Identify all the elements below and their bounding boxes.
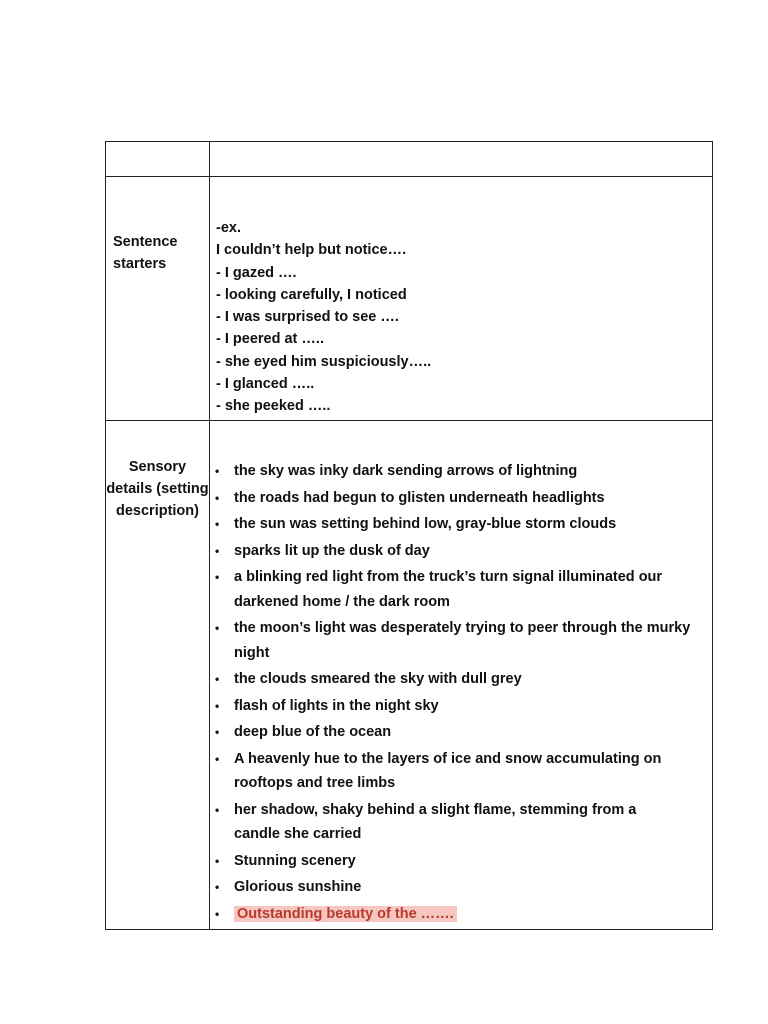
list-item-text: the clouds smeared the sky with dull grey — [234, 671, 522, 687]
bullet-icon: • — [215, 853, 220, 868]
empty-cell-right — [210, 142, 713, 177]
list-item-text: rooftops and tree limbs — [234, 775, 396, 791]
list-item-text: Stunning scenery — [234, 852, 356, 869]
list-item — [210, 694, 712, 719]
bullet-icon: • — [215, 621, 220, 635]
sentence-starter-line: I couldn’t help but notice…. — [216, 242, 407, 259]
table-row-empty — [106, 142, 713, 177]
bullet-icon: • — [215, 906, 220, 921]
table-row-sentence-starters — [106, 177, 713, 421]
bullet-icon: • — [215, 672, 220, 686]
list-item-text: A heavenly hue to the layers of ice and snow accumulating on — [234, 750, 662, 767]
empty-cell-left — [106, 142, 210, 177]
list-item-text: her shadow, shaky behind a slight flame, stemming from a — [234, 801, 637, 818]
writing-table — [105, 141, 713, 930]
sentence-starter-line: - looking carefully, I noticed — [216, 286, 407, 303]
highlighted-text: Outstanding beauty of the ……. — [234, 906, 457, 922]
list-item — [210, 512, 712, 537]
sentence-starter-line: - I was surprised to see …. — [216, 309, 399, 326]
sentence-starter-line: -ex. — [216, 220, 241, 236]
list-item — [210, 875, 712, 900]
sentence-starters-label: Sentence starters — [113, 234, 178, 272]
bullet-icon: • — [215, 490, 220, 505]
list-item-text: the moon’s light was desperately trying to peer through the murky — [234, 620, 691, 636]
list-item-text: flash of lights in the night sky — [234, 697, 439, 714]
list-item-text: sparks lit up the dusk of day — [234, 542, 430, 559]
bullet-icon: • — [215, 570, 220, 584]
list-item — [210, 798, 712, 847]
bullet-icon: • — [215, 464, 220, 478]
sensory-details-label: Sensory details (setting description) — [106, 459, 209, 519]
list-item — [210, 747, 712, 796]
bullet-icon: • — [215, 751, 220, 766]
list-item — [210, 565, 712, 614]
list-item-text: night — [234, 644, 270, 661]
sensory-details-label-cell — [106, 421, 210, 930]
bullet-icon: • — [215, 517, 220, 531]
list-item-text: the sun was setting behind low, gray-blue storm clouds — [234, 516, 617, 532]
sentence-starter-line: - I peered at ….. — [216, 331, 324, 348]
list-item — [210, 667, 712, 692]
list-item-text: candle she carried — [234, 826, 362, 842]
sentence-starter-line: - I glanced ….. — [216, 376, 315, 393]
list-item-text: the roads had begun to glisten underneath headlights — [234, 489, 605, 506]
bullet-icon: • — [215, 543, 220, 558]
bullet-icon: • — [215, 698, 220, 713]
list-item — [210, 902, 712, 927]
list-item — [210, 616, 712, 665]
sentence-starters-content-cell — [210, 177, 713, 421]
bullet-icon: • — [215, 725, 220, 739]
list-item — [210, 486, 712, 511]
list-item-text: Glorious sunshine — [234, 879, 362, 895]
sentence-starters-label-cell — [106, 177, 210, 421]
sentence-starter-line: - she eyed him suspiciously….. — [216, 353, 432, 370]
sensory-details-content-cell — [210, 421, 713, 930]
bullet-icon: • — [215, 802, 220, 817]
sentence-starter-line: - I gazed …. — [216, 264, 297, 281]
list-item — [210, 720, 712, 745]
sensory-details-list — [210, 421, 712, 926]
list-item — [210, 459, 712, 484]
list-item-text: deep blue of the ocean — [234, 724, 392, 740]
list-item — [210, 849, 712, 874]
sentence-starters-list — [210, 177, 712, 418]
sentence-starter-line: - she peeked ….. — [216, 398, 331, 415]
list-item-text: darkened home / the dark room — [234, 593, 450, 610]
list-item-text: the sky was inky dark sending arrows of lightning — [234, 463, 578, 479]
list-item — [210, 539, 712, 564]
table-row-sensory-details — [106, 421, 713, 930]
bullet-icon: • — [215, 880, 220, 894]
list-item-text: a blinking red light from the truck’s turn signal illuminated our — [234, 569, 663, 585]
